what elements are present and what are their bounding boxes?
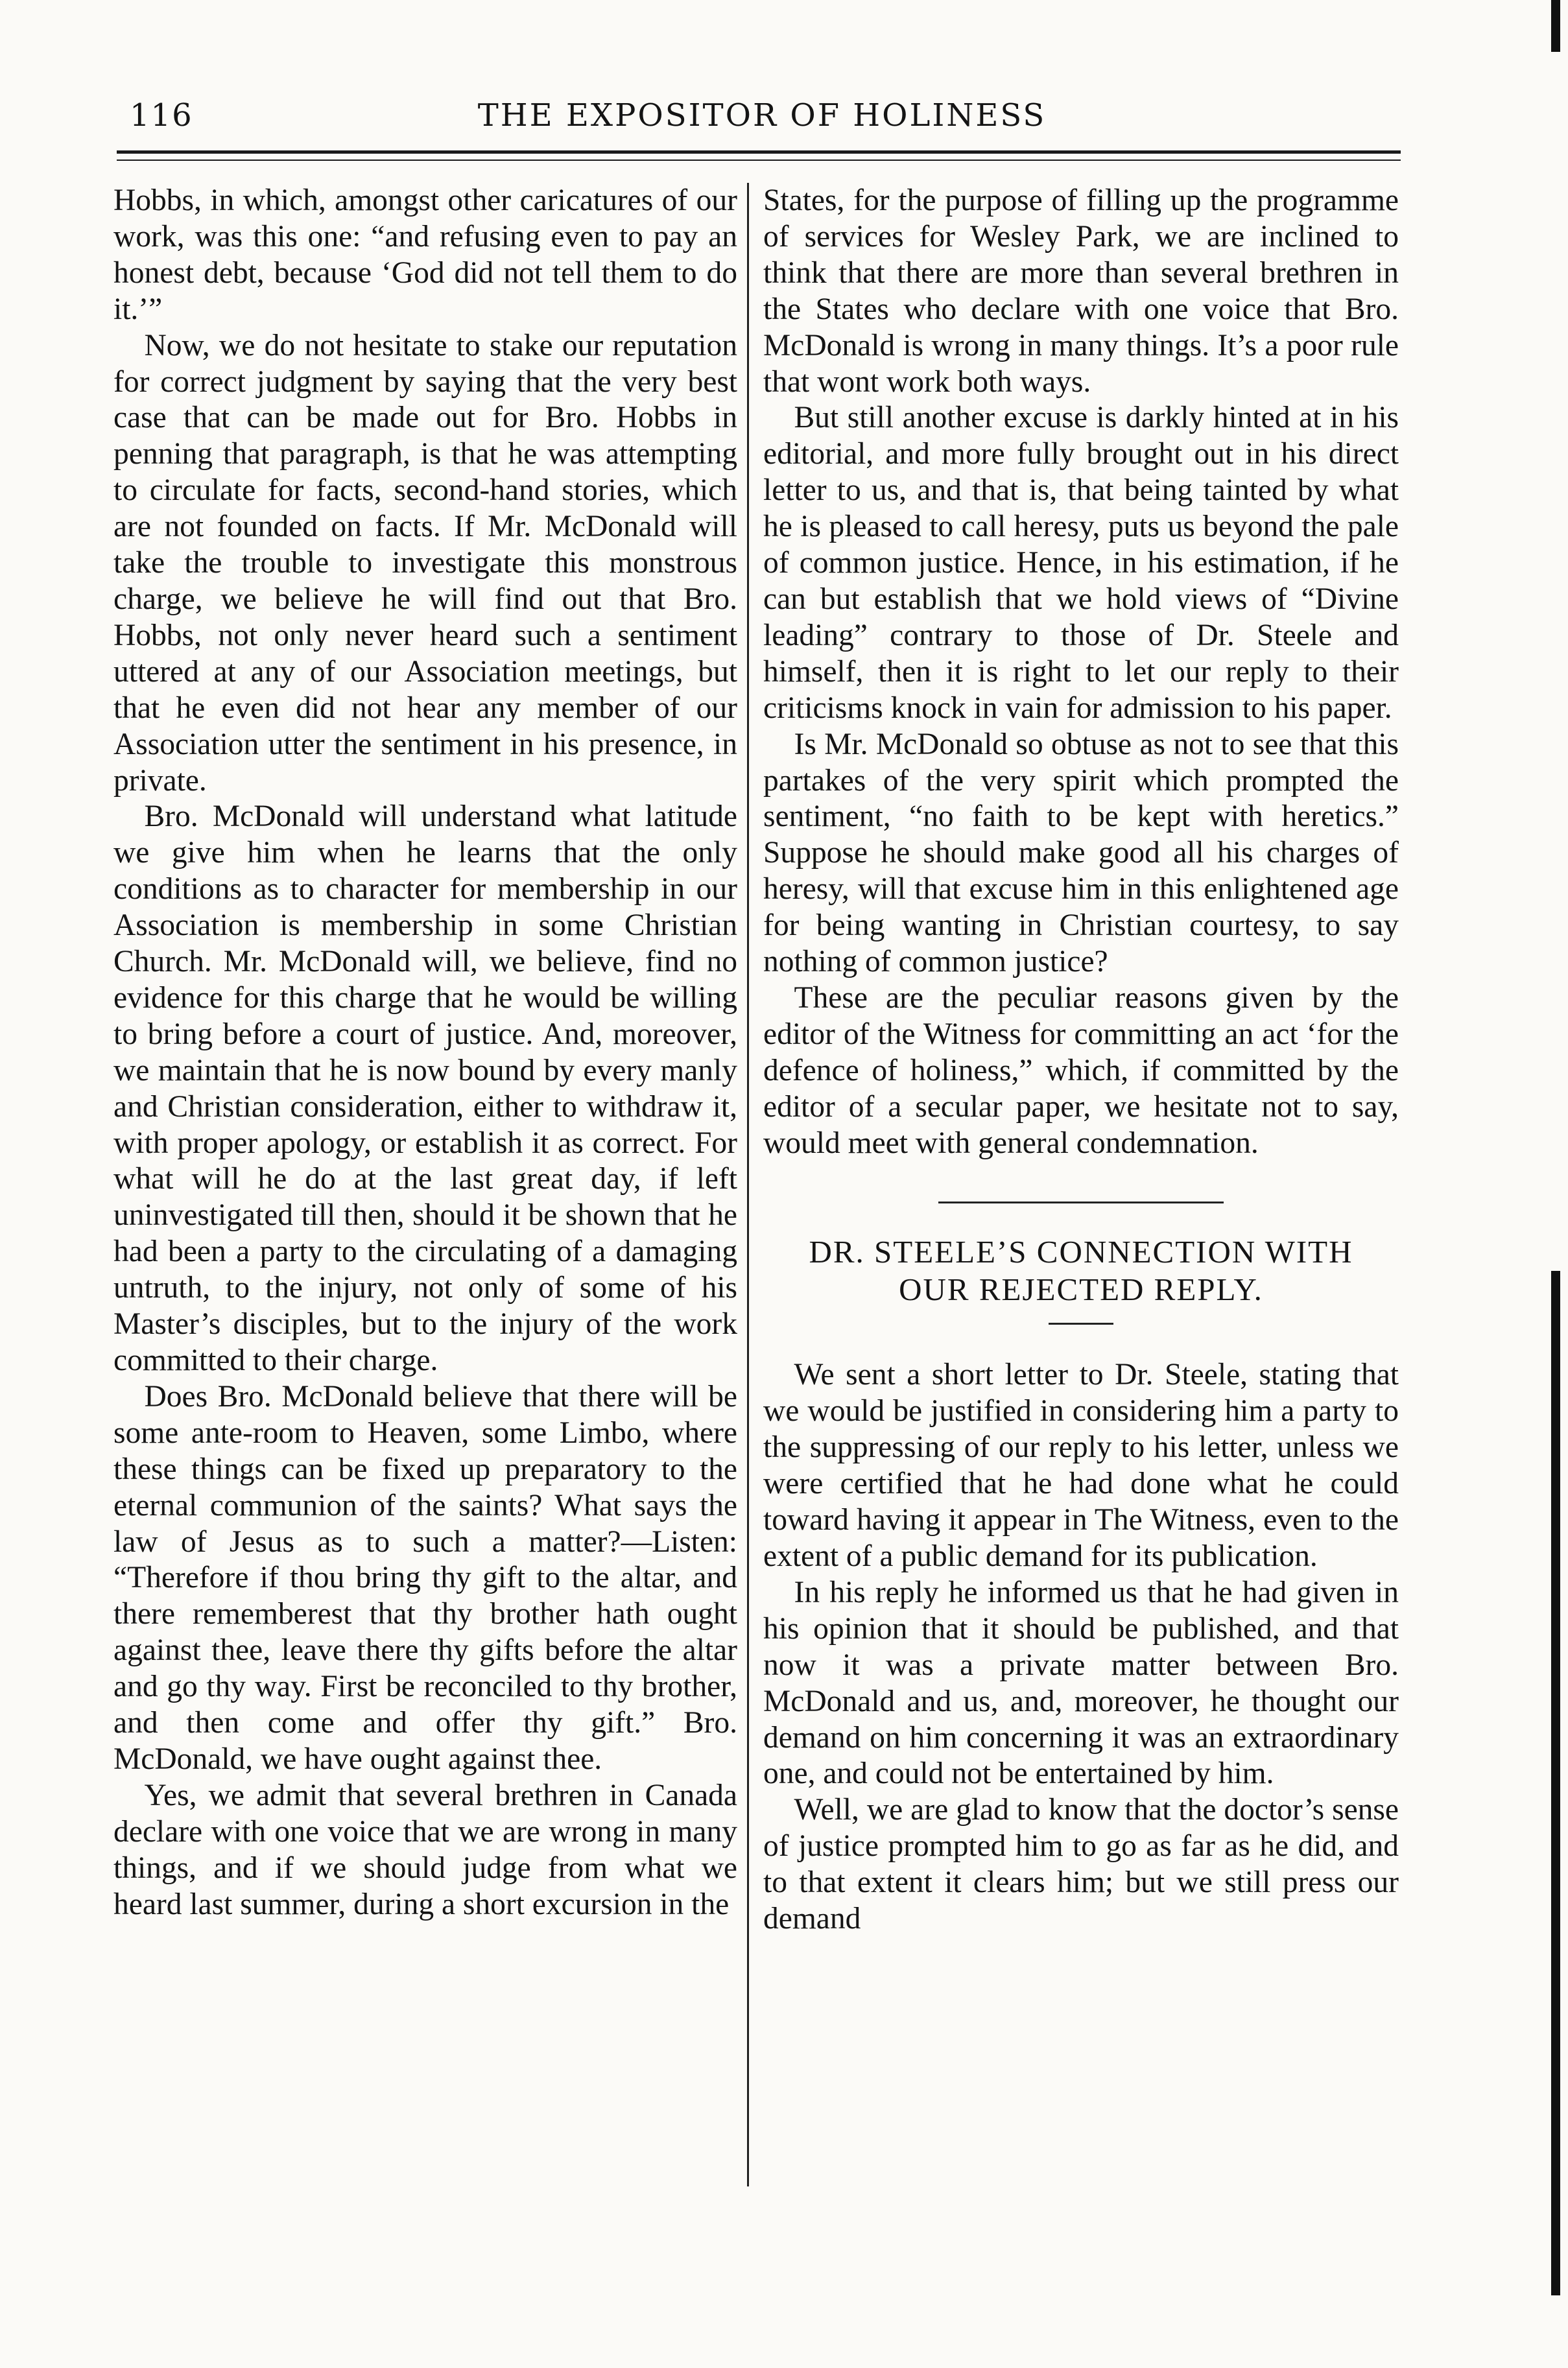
paragraph: Now, we do not hesitate to stake our reputation for correct judgment by saying that the very best case that can be made out for Bro. Hobbs in penning that paragraph, is that he was attempting to circulate for facts, second-hand stories, which are not founded on facts. If Mr. McDonald will take the trouble to investigate this monstrous charge, we believe he will find out that Bro. Hobbs, not only never heard such a sentiment uttered at any of our Association meetings, but that he even did not hear any member of our Association utter the sentiment in his presence, in private. <box>113 328 737 798</box>
paragraph: Well, we are glad to know that the doctor’s sense of justice prompted him to go as far as he did, and to that extent it clears him; but we still press our demand <box>763 1793 1399 1936</box>
paragraph: We sent a short letter to Dr. Steele, stating that we would be justified in considering him a party to the suppressing of our reply to his letter, unless we were certified that he had done what he could toward having it appear in The Witness, even to the extent of a public demand for its publication. <box>763 1358 1399 1573</box>
paragraph: Hobbs, in which, amongst other caricatures of our work, was this one: “and refusing even to pay an honest debt, because ‘God did not tell them to do it.’” <box>113 184 737 326</box>
paragraph: Does Bro. McDonald believe that there will be some ante-room to Heaven, some Limbo, where these things can be fixed up preparatory to the eternal communion of the saints? What says the law of Jesus as to such a matter?—Listen: “Therefore if thou bring thy gift to the altar, and there rememberest that thy brother hath ought against thee, leave there thy gifts before the altar and go thy way. First be reconciled to thy brother, and then come and offer thy gift.” Bro. McDonald, we have ought against thee. <box>113 1379 737 1776</box>
section-heading-line: DR. STEELE’S CONNECTION WITH <box>809 1234 1353 1270</box>
paragraph: Is Mr. McDonald so obtuse as not to see that this partakes of the very spirit which prompted the sentiment, “no faith to be kept with heretics.” Suppose he should make good all his charges of heresy, will that excuse him in this enlightened age for being wanting in Christian courtesy, to say nothing of common justice? <box>763 727 1399 979</box>
paragraph: But still another excuse is darkly hinted at in his editorial, and more fully brought out in his direct letter to us, and that is, that being tainted by what he is pleased to call heresy, puts us beyond the pale of common justice. Hence, in his estimation, if he can but establish that we hold views of “Divine leading” contrary to those of Dr. Steele and himself, then it is right to let our reply to their criticisms knock in vain for admission to his paper. <box>763 401 1399 725</box>
header-rule-thin <box>117 160 1401 161</box>
paragraph: These are the peculiar reasons given by the editor of the Witness for committing an act ‘for the defence of holiness,” which, if committed by the editor of a secular paper, we hesitate not to say, would meet with general condemnation. <box>763 980 1399 1160</box>
section-heading <box>763 1233 1399 1308</box>
paragraph: Yes, we admit that several brethren in Canada declare with one voice that we are wrong in many things, and if we should judge from what we heard last summer, during a short excursion in the <box>113 1778 737 1921</box>
running-title: THE EXPOSITOR OF HOLINESS <box>477 97 1047 134</box>
scan-edge-mark <box>1551 1271 1560 2295</box>
page-number: 116 <box>130 97 193 134</box>
page-header <box>123 97 1401 149</box>
paragraph: States, for the purpose of filling up the programme of services for Wesley Park, we are inclined to think that there are more than several brethren in the States who declare with one voice that Bro. McDonald is wrong in many things. It’s a poor rule that wont work both ways. <box>763 184 1399 399</box>
paragraph: In his reply he informed us that he had given in his opinion that it should be published, and that now it was a private matter between Bro. McDonald and us, and, moreover, he thought our demand on him concerning it was an extraordinary one, and could not be entertained by him. <box>763 1575 1399 1791</box>
paragraph: Bro. McDonald will understand what latitude we give him when he learns that the only conditions as to character for membership in our Association is membership in some Christian Church. Mr. McDonald will, we believe, find no evidence for this charge that he would be willing to bring before a court of justice. And, moreover, we maintain that he is now bound by every manly and Christian consideration, either to withdraw it, with proper apology, or establish it as correct. For what will he do at the last great day, if left uninvestigated till then, should it be shown that he had been a party to the circulating of a damaging untruth, to the injury, not only of some of his Master’s disciples, but to the injury of the work committed to their charge. <box>113 799 737 1377</box>
column-divider <box>747 183 749 2186</box>
scan-edge-mark <box>1551 0 1560 52</box>
left-column <box>113 183 737 1923</box>
section-rule <box>938 1202 1224 1203</box>
section-rule-short <box>1049 1323 1113 1325</box>
header-rule <box>117 150 1401 154</box>
section-heading-line: OUR REJECTED REPLY. <box>899 1272 1263 1308</box>
right-column <box>763 183 1399 1937</box>
